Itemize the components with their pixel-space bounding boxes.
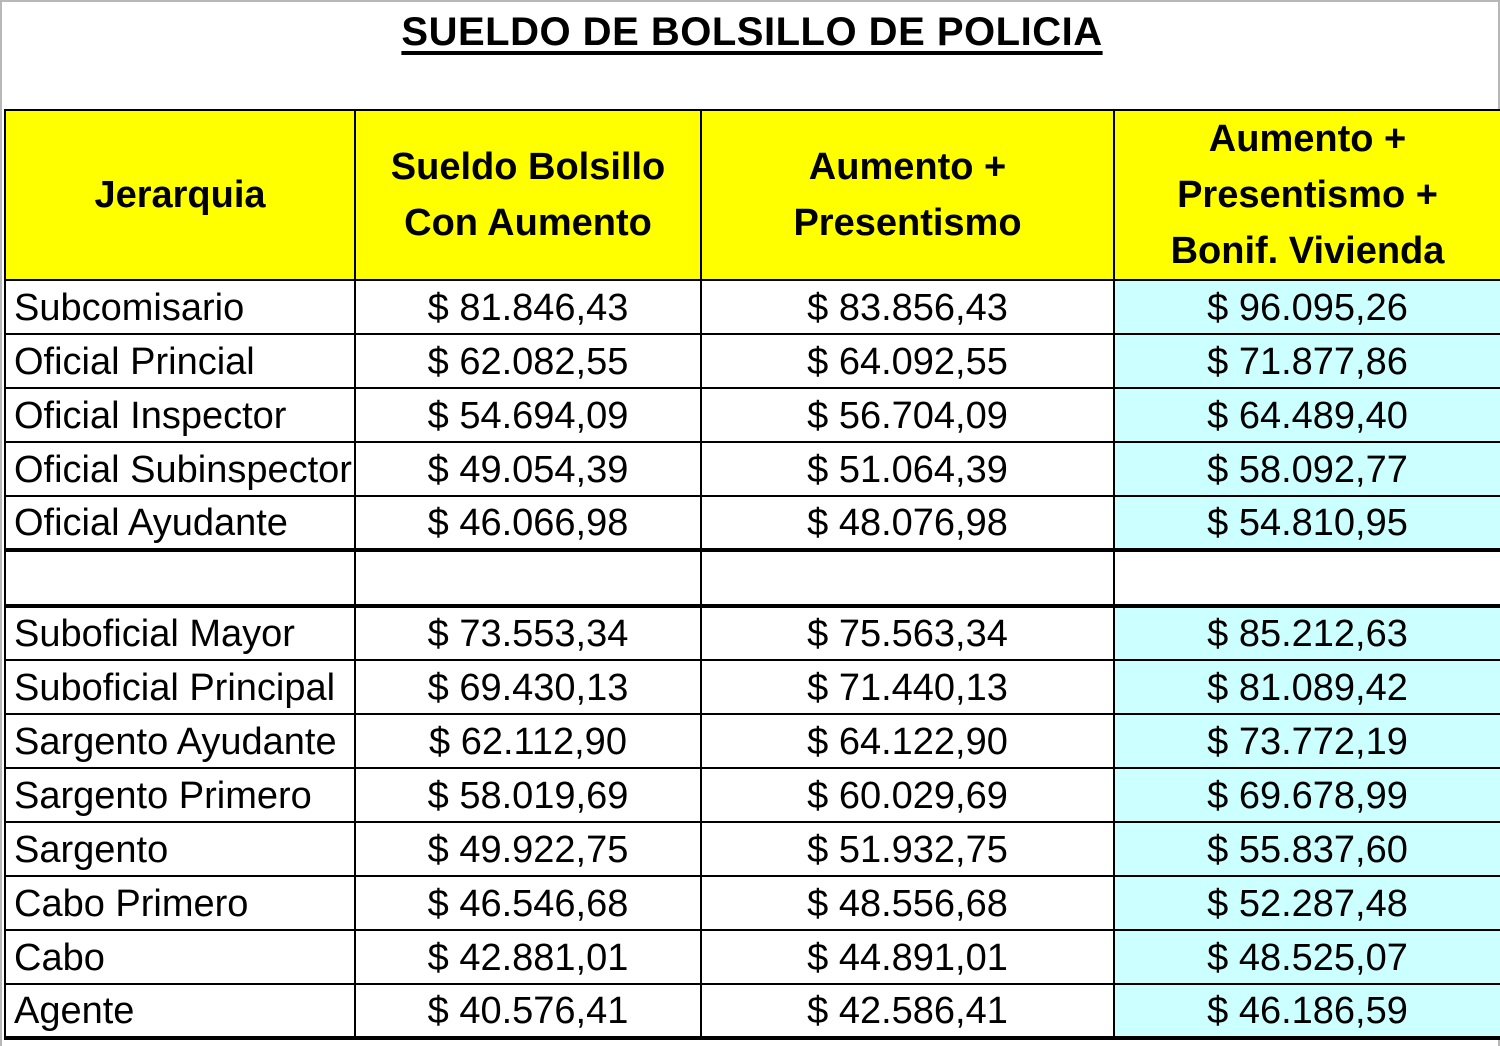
table-row (5, 930, 1500, 984)
rank-cell[interactable]: Cabo Primero (5, 876, 355, 930)
vivienda-cell[interactable]: $ 85.212,63 (1114, 606, 1500, 660)
presentismo-cell[interactable]: $ 48.076,98 (701, 496, 1114, 550)
table-row (5, 714, 1500, 768)
vivienda-cell[interactable]: $ 64.489,40 (1114, 388, 1500, 442)
vivienda-cell[interactable]: $ 69.678,99 (1114, 768, 1500, 822)
vivienda-cell[interactable]: $ 73.772,19 (1114, 714, 1500, 768)
presentismo-cell[interactable]: $ 42.586,41 (701, 984, 1114, 1038)
rank-cell[interactable]: Oficial Ayudante (5, 496, 355, 550)
table-row (5, 660, 1500, 714)
rank-cell[interactable]: Sargento (5, 822, 355, 876)
table-row (5, 984, 1500, 1038)
table-row (5, 768, 1500, 822)
presentismo-cell[interactable]: $ 56.704,09 (701, 388, 1114, 442)
table-row (5, 388, 1500, 442)
presentismo-cell[interactable]: $ 44.891,01 (701, 930, 1114, 984)
presentismo-cell[interactable]: $ 48.556,68 (701, 876, 1114, 930)
rank-cell[interactable]: Cabo (5, 930, 355, 984)
sueldo-cell[interactable]: $ 46.066,98 (355, 496, 701, 550)
vivienda-cell[interactable]: $ 46.186,59 (1114, 984, 1500, 1038)
empty-cell[interactable] (5, 550, 355, 606)
vivienda-cell[interactable]: $ 81.089,42 (1114, 660, 1500, 714)
header-sueldo-bolsillo[interactable]: Sueldo Bolsillo Con Aumento (355, 110, 701, 280)
presentismo-cell[interactable]: $ 51.064,39 (701, 442, 1114, 496)
sueldo-cell[interactable]: $ 42.881,01 (355, 930, 701, 984)
presentismo-cell[interactable]: $ 83.856,43 (701, 280, 1114, 334)
presentismo-cell[interactable]: $ 51.932,75 (701, 822, 1114, 876)
vivienda-cell[interactable]: $ 55.837,60 (1114, 822, 1500, 876)
header-aumento-presentismo-vivienda[interactable]: Aumento + Presentismo + Bonif. Vivienda (1114, 110, 1500, 280)
table-row (5, 876, 1500, 930)
vivienda-cell[interactable]: $ 48.525,07 (1114, 930, 1500, 984)
presentismo-cell[interactable]: $ 75.563,34 (701, 606, 1114, 660)
table-row (5, 442, 1500, 496)
sueldo-cell[interactable]: $ 54.694,09 (355, 388, 701, 442)
header-aumento-presentismo[interactable]: Aumento + Presentismo (701, 110, 1114, 280)
rank-cell[interactable]: Suboficial Principal (5, 660, 355, 714)
rank-cell[interactable]: Suboficial Mayor (5, 606, 355, 660)
sueldo-cell[interactable]: $ 69.430,13 (355, 660, 701, 714)
rank-cell[interactable]: Oficial Princial (5, 334, 355, 388)
vivienda-cell[interactable]: $ 52.287,48 (1114, 876, 1500, 930)
empty-cell[interactable] (1114, 550, 1500, 606)
page-title: SUELDO DE BOLSILLO DE POLICIA (401, 10, 1103, 54)
presentismo-cell[interactable]: $ 71.440,13 (701, 660, 1114, 714)
separator-row (5, 550, 1500, 606)
vivienda-cell[interactable]: $ 54.810,95 (1114, 496, 1500, 550)
rank-cell[interactable]: Oficial Subinspector (5, 442, 355, 496)
rank-cell[interactable]: Subcomisario (5, 280, 355, 334)
empty-cell[interactable] (355, 550, 701, 606)
sueldo-cell[interactable]: $ 81.846,43 (355, 280, 701, 334)
empty-cell[interactable] (701, 550, 1114, 606)
sueldo-cell[interactable]: $ 49.922,75 (355, 822, 701, 876)
rank-cell[interactable]: Sargento Ayudante (5, 714, 355, 768)
sueldo-cell[interactable]: $ 62.082,55 (355, 334, 701, 388)
header-row (5, 110, 1500, 280)
vivienda-cell[interactable]: $ 58.092,77 (1114, 442, 1500, 496)
rank-cell[interactable]: Agente (5, 984, 355, 1038)
sueldo-cell[interactable]: $ 73.553,34 (355, 606, 701, 660)
vivienda-cell[interactable]: $ 96.095,26 (1114, 280, 1500, 334)
header-jerarquia[interactable]: Jerarquia (5, 110, 355, 280)
table-row (5, 280, 1500, 334)
sueldo-cell[interactable]: $ 62.112,90 (355, 714, 701, 768)
table-row (5, 606, 1500, 660)
sueldo-cell[interactable]: $ 49.054,39 (355, 442, 701, 496)
table-row (5, 822, 1500, 876)
presentismo-cell[interactable]: $ 64.122,90 (701, 714, 1114, 768)
rank-cell[interactable]: Sargento Primero (5, 768, 355, 822)
presentismo-cell[interactable]: $ 60.029,69 (701, 768, 1114, 822)
sueldo-cell[interactable]: $ 46.546,68 (355, 876, 701, 930)
table-row (5, 334, 1500, 388)
vivienda-cell[interactable]: $ 71.877,86 (1114, 334, 1500, 388)
table-row (5, 496, 1500, 550)
presentismo-cell[interactable]: $ 64.092,55 (701, 334, 1114, 388)
sueldo-cell[interactable]: $ 40.576,41 (355, 984, 701, 1038)
salary-table (4, 109, 1500, 1040)
sueldo-cell[interactable]: $ 58.019,69 (355, 768, 701, 822)
rank-cell[interactable]: Oficial Inspector (5, 388, 355, 442)
